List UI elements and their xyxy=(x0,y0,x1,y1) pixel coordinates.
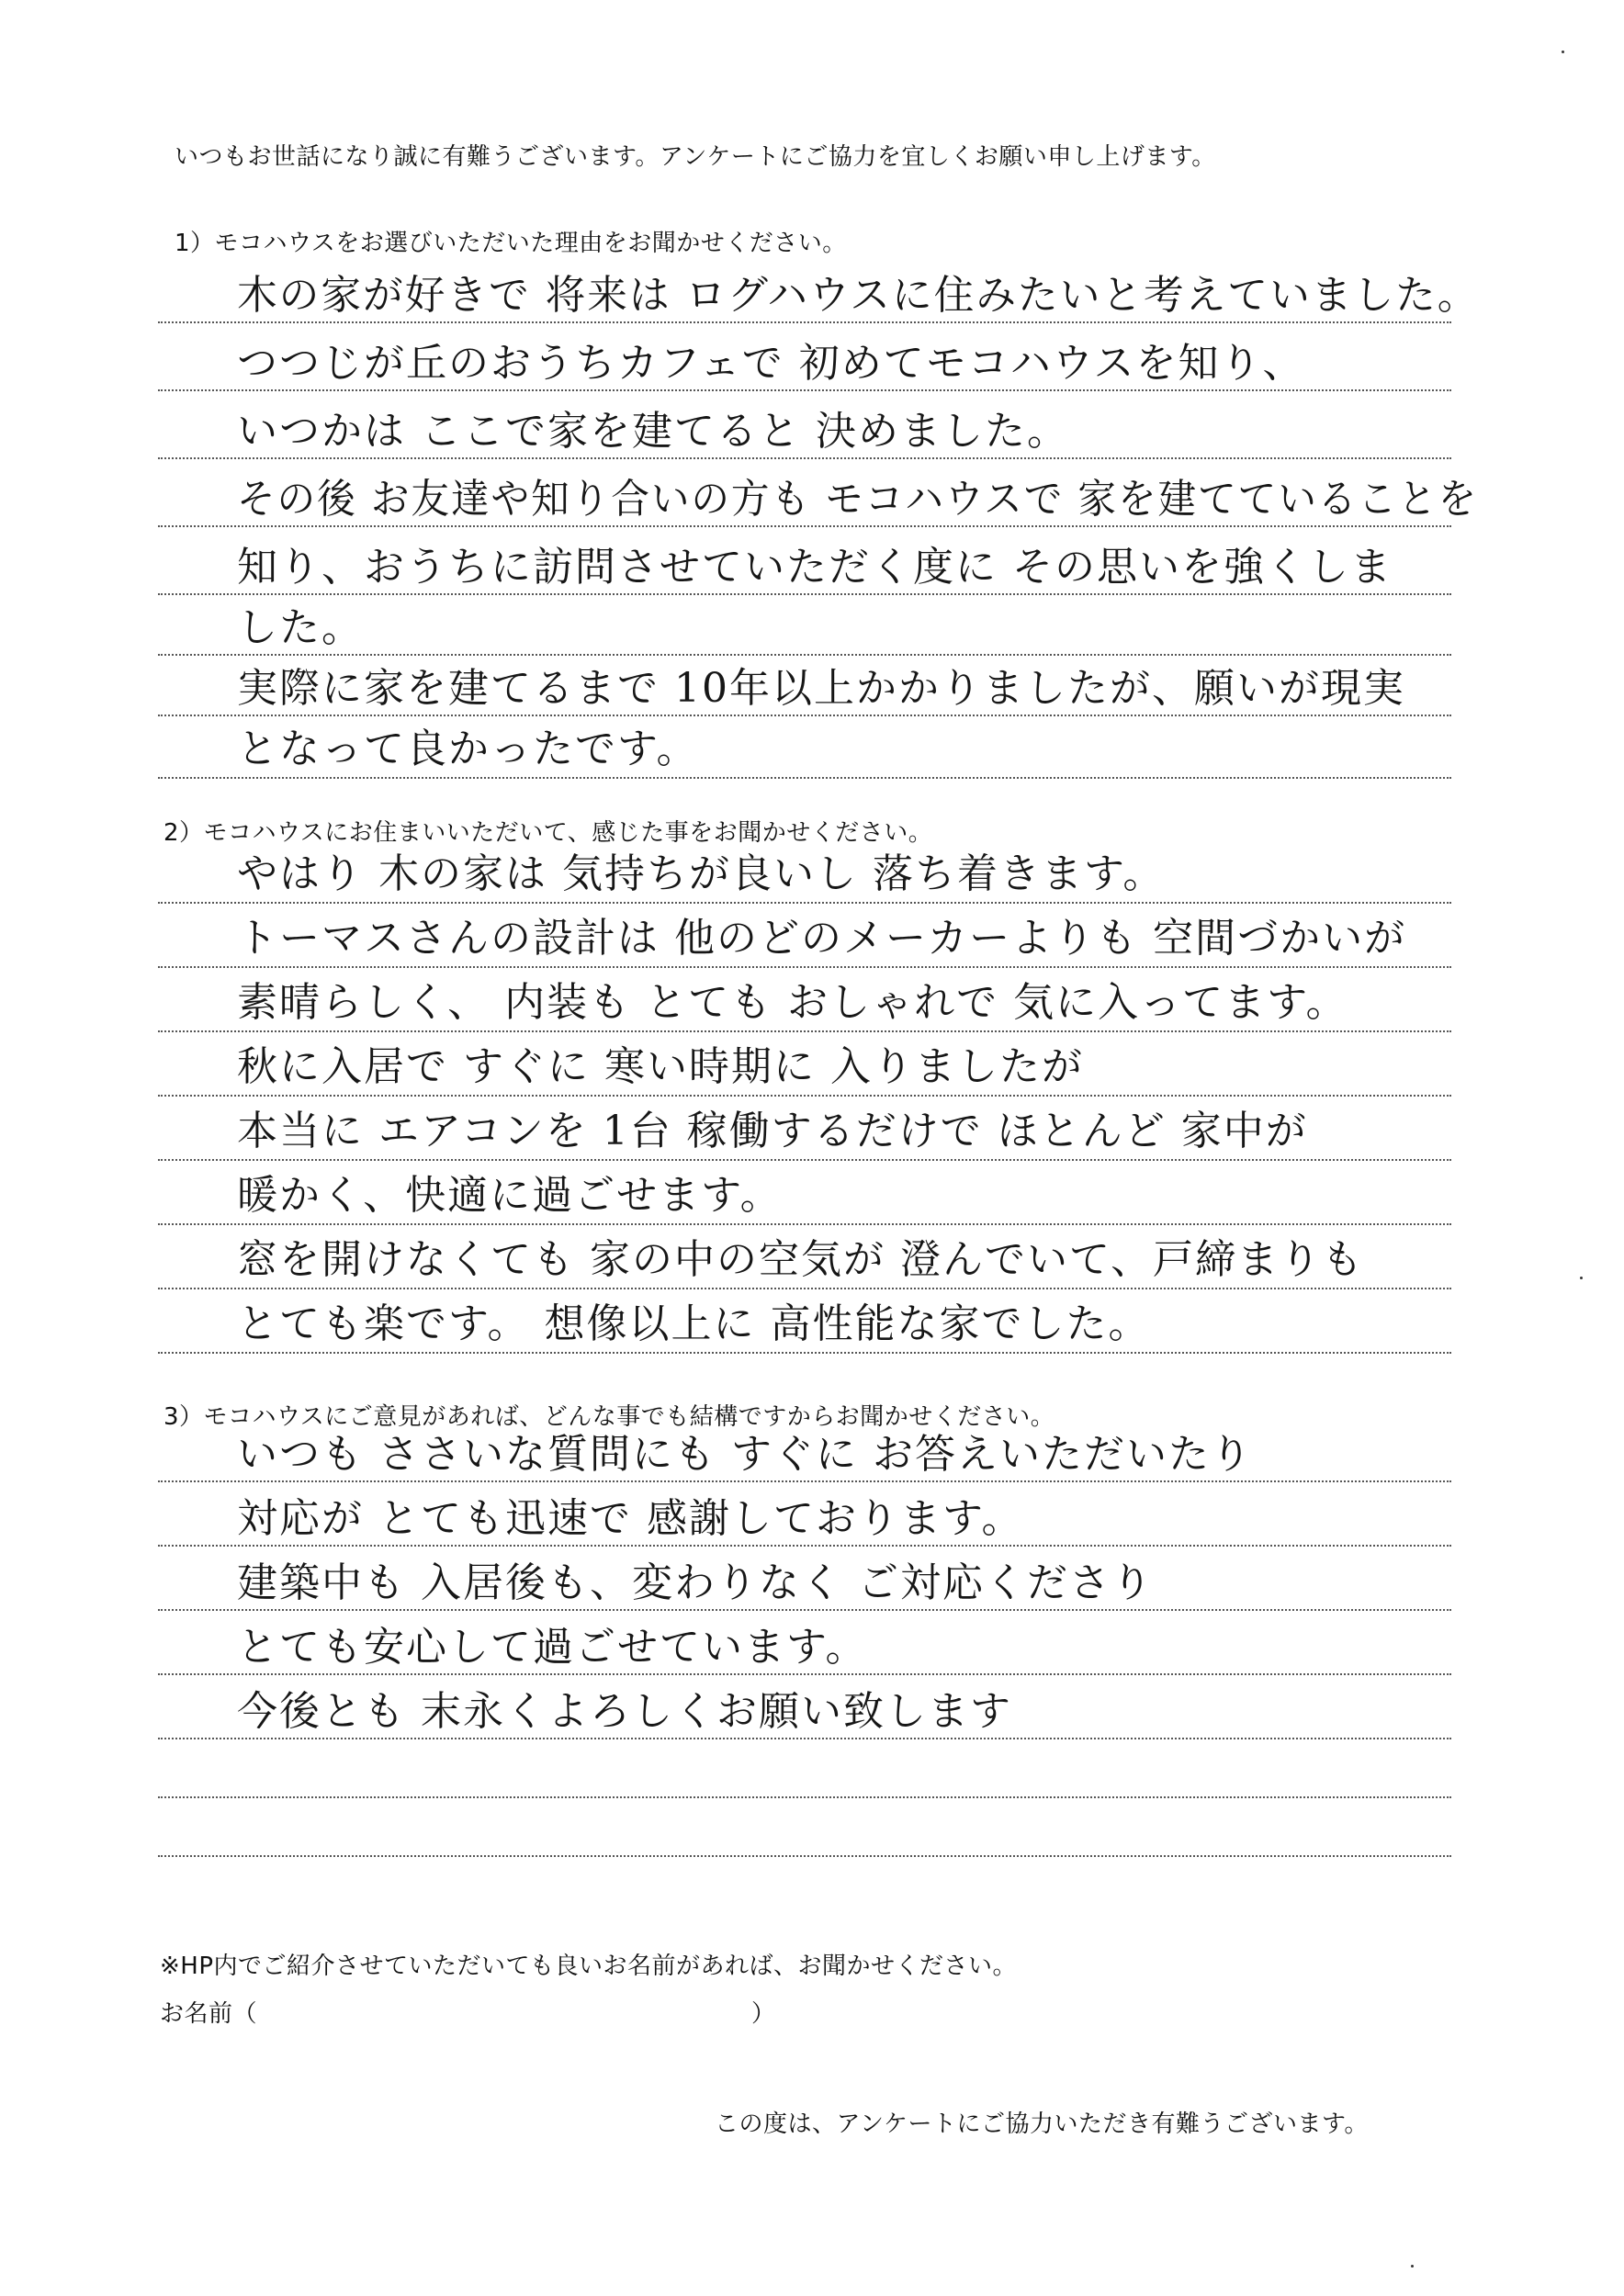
ruled-line xyxy=(158,1673,1451,1675)
ruled-line xyxy=(158,1796,1451,1798)
ruled-line xyxy=(158,593,1451,595)
answer-3-line: いつも ささいな質問にも すぐに お答えいただいたり xyxy=(237,1431,1253,1478)
answer-1-line: 木の家が好きで 将来は ログハウスに住みたいと考えていました。 xyxy=(237,272,1480,319)
ruled-line xyxy=(158,321,1451,323)
ruled-line xyxy=(158,654,1451,656)
ruled-line xyxy=(158,715,1451,716)
answer-2-line: やはり 木の家は 気持ちが良いし 落ち着きます。 xyxy=(237,850,1166,897)
ruled-line xyxy=(158,1030,1451,1032)
scan-speck xyxy=(1580,1277,1583,1279)
answer-2-line: とても楽です。 想像以上に 高性能な家でした。 xyxy=(237,1300,1151,1347)
ruled-line xyxy=(158,1159,1451,1161)
answer-2-line: 窓を開けなくても 家の中の空気が 澄んでいて、戸締まりも xyxy=(237,1236,1365,1283)
answer-1-line: その後 お友達や知り合いの方も モコハウスで 家を建てていることを xyxy=(237,476,1479,523)
ruled-line xyxy=(158,902,1451,904)
answer-1-line: つつじが丘のおうちカフェで 初めてモコハウスを知り、 xyxy=(237,340,1305,387)
answer-2-line: 本当に エアコンを 1台 稼働するだけで ほとんど 家中が xyxy=(237,1108,1308,1154)
answer-1-line: 知り、おうちに訪問させていただく度に その思いを強くしま xyxy=(237,544,1393,591)
ruled-line xyxy=(158,1738,1451,1739)
name-field-label: お名前（ xyxy=(160,2000,258,2028)
ruled-line xyxy=(158,1352,1451,1354)
name-field-close: ） xyxy=(751,2000,776,2028)
answer-3-line: 今後とも 末永くよろしくお願い致します xyxy=(237,1688,1012,1735)
intro-text: いつもお世話になり誠に有難うございます。アンケートにご協力を宜しくお願い申し上げます。 xyxy=(175,143,1216,171)
scan-speck xyxy=(1411,2265,1414,2268)
answer-3-line: とても安心して過ごせています。 xyxy=(237,1624,868,1671)
question-1-label: 1）モコハウスをお選びいただいた理由をお聞かせください。 xyxy=(175,230,847,257)
answer-2-line: トーマスさんの設計は 他のどのメーカーよりも 空間づかいが xyxy=(237,915,1407,962)
answer-1-line: いつかは ここで家を建てると 決めました。 xyxy=(237,408,1069,455)
answer-3-line: 建築中も 入居後も、変わりなく ご対応くださり xyxy=(237,1559,1154,1606)
question-3-label: 3）モコハウスにご意見があれば、どんな事でも結構ですからお聞かせください。 xyxy=(164,1403,1055,1431)
thanks-text: この度は、アンケートにご協力いただき有難うございます。 xyxy=(715,2110,1369,2138)
answer-3-line: 対応が とても迅速で 感謝しております。 xyxy=(237,1495,1024,1542)
ruled-line xyxy=(158,457,1451,459)
ruled-line xyxy=(158,1480,1451,1482)
ruled-line xyxy=(158,966,1451,968)
ruled-line xyxy=(158,389,1451,391)
answer-1-line: した。 xyxy=(237,604,364,651)
ruled-line xyxy=(158,525,1451,527)
ruled-line xyxy=(158,1855,1451,1857)
answer-2-line: 素晴らしく、 内装も とても おしゃれで 気に入ってます。 xyxy=(237,979,1348,1026)
scan-speck xyxy=(1562,51,1564,53)
hp-name-note: ※HP内でご紹介させていただいても良いお名前があれば、お聞かせください。 xyxy=(160,1953,1018,1980)
ruled-line xyxy=(158,1223,1451,1225)
ruled-line xyxy=(158,1288,1451,1289)
ruled-line xyxy=(158,1609,1451,1611)
answer-1-line: となって良かったです。 xyxy=(237,726,699,772)
answer-2-line: 暖かく、快適に過ごせます。 xyxy=(237,1172,783,1219)
ruled-line xyxy=(158,1095,1451,1097)
question-2-label: 2）モコハウスにお住まいいただいて、感じた事をお聞かせください。 xyxy=(164,819,933,847)
answer-1-line: 実際に家を建てるまで 10年以上かかりましたが、願いが現実 xyxy=(237,665,1405,712)
ruled-line xyxy=(158,777,1451,779)
answer-2-line: 秋に入居で すぐに 寒い時期に 入りましたが xyxy=(237,1043,1084,1090)
ruled-line xyxy=(158,1545,1451,1547)
